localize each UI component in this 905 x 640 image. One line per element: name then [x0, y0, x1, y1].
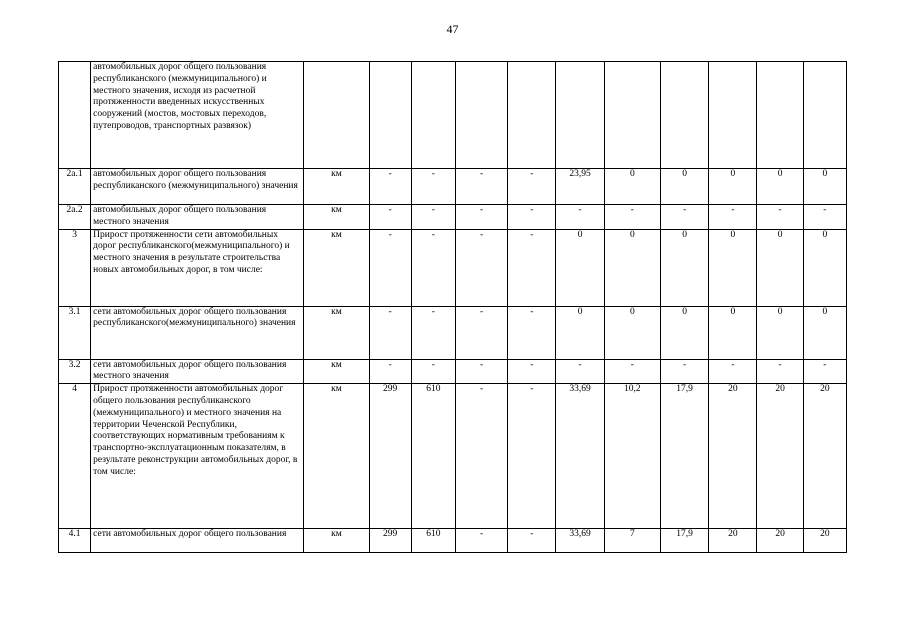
value-cell: -: [757, 205, 803, 230]
indicator-name-cell: автомобильных дорог общего пользования местного значения: [91, 205, 304, 230]
value-cell: -: [709, 205, 757, 230]
value-cell: 10,2: [604, 384, 660, 529]
page-number: 47: [446, 22, 459, 36]
value-cell: 0: [803, 229, 846, 306]
row-number-cell: 2а.2: [59, 205, 91, 230]
value-cell: -: [757, 359, 803, 384]
row-number-cell: 3: [59, 229, 91, 306]
value-cell: 33,69: [556, 384, 604, 529]
row-number-cell: 3.2: [59, 359, 91, 384]
value-cell: 23,95: [556, 169, 604, 205]
value-cell: -: [660, 205, 708, 230]
value-cell: [455, 62, 507, 169]
indicator-name-cell: сети автомобильных дорог общего пользования: [91, 529, 304, 553]
value-cell: -: [411, 229, 455, 306]
value-cell: [556, 62, 604, 169]
value-cell: -: [455, 306, 507, 359]
unit-cell: км: [304, 205, 369, 230]
value-cell: 20: [757, 529, 803, 553]
value-cell: -: [455, 205, 507, 230]
value-cell: -: [709, 359, 757, 384]
value-cell: 0: [660, 229, 708, 306]
value-cell: 0: [709, 306, 757, 359]
value-cell: 17,9: [660, 384, 708, 529]
value-cell: -: [455, 169, 507, 205]
value-cell: [660, 62, 708, 169]
value-cell: -: [411, 306, 455, 359]
value-cell: 0: [660, 169, 708, 205]
value-cell: 20: [803, 529, 846, 553]
indicator-name-cell: сети автомобильных дорог общего пользования республиканского(межмуниципального) значения: [91, 306, 304, 359]
value-cell: 299: [369, 384, 411, 529]
indicator-name-cell: автомобильных дорог общего пользования республиканского (межмуниципального) значения: [91, 169, 304, 205]
value-cell: -: [508, 529, 556, 553]
value-cell: -: [556, 205, 604, 230]
value-cell: -: [411, 205, 455, 230]
unit-cell: км: [304, 306, 369, 359]
value-cell: 20: [757, 384, 803, 529]
value-cell: [709, 62, 757, 169]
indicator-name-cell: автомобильных дорог общего пользования республиканского (межмуниципального) и местного значения, исходя из расчетной протяженности введенных искусственных сооружений (мостов, мостовых переходов, путепроводов, транспортных развязок): [91, 62, 304, 169]
unit-cell: [304, 62, 369, 169]
unit-cell: км: [304, 229, 369, 306]
value-cell: -: [455, 384, 507, 529]
value-cell: 0: [757, 229, 803, 306]
table-row: [59, 384, 847, 529]
value-cell: 20: [709, 529, 757, 553]
value-cell: -: [660, 359, 708, 384]
value-cell: -: [369, 205, 411, 230]
table-body: [59, 62, 847, 553]
indicator-name-cell: сети автомобильных дорог общего пользования местного значения: [91, 359, 304, 384]
indicator-name-cell: Прирост протяженности сети автомобильных дорог республиканского(межмуниципального) и местного значения в результате строительства новых автомобильных дорог, в том числе:: [91, 229, 304, 306]
table-row: [59, 62, 847, 169]
value-cell: -: [803, 205, 846, 230]
value-cell: 17,9: [660, 529, 708, 553]
value-cell: [508, 62, 556, 169]
value-cell: [803, 62, 846, 169]
table-row: [59, 529, 847, 553]
table-row: [59, 229, 847, 306]
row-number-cell: 3.1: [59, 306, 91, 359]
table-row: [59, 205, 847, 230]
indicator-name-cell: Прирост протяженности автомобильных дорог общего пользования республиканского (межмуниципального) и местного значения на территории Чеченской Республики, соответствующих нормативным требованиям к транспортно-эксплуатационным показателям, в результате реконструкции автомобильных дорог, в том числе:: [91, 384, 304, 529]
value-cell: 0: [709, 229, 757, 306]
value-cell: 7: [604, 529, 660, 553]
unit-cell: км: [304, 529, 369, 553]
value-cell: [411, 62, 455, 169]
value-cell: 0: [757, 169, 803, 205]
value-cell: 0: [803, 169, 846, 205]
row-number-cell: [59, 62, 91, 169]
value-cell: 0: [604, 169, 660, 205]
value-cell: -: [604, 205, 660, 230]
unit-cell: км: [304, 359, 369, 384]
value-cell: 0: [604, 306, 660, 359]
value-cell: -: [508, 306, 556, 359]
value-cell: [604, 62, 660, 169]
row-number-cell: 4.1: [59, 529, 91, 553]
value-cell: 0: [660, 306, 708, 359]
value-cell: 0: [556, 229, 604, 306]
value-cell: -: [411, 169, 455, 205]
unit-cell: км: [304, 384, 369, 529]
unit-cell: км: [304, 169, 369, 205]
row-number-cell: 2а.1: [59, 169, 91, 205]
value-cell: -: [508, 169, 556, 205]
table-row: [59, 169, 847, 205]
value-cell: -: [411, 359, 455, 384]
value-cell: -: [508, 229, 556, 306]
value-cell: -: [369, 359, 411, 384]
value-cell: -: [508, 359, 556, 384]
value-cell: -: [369, 229, 411, 306]
value-cell: -: [455, 229, 507, 306]
value-cell: -: [455, 529, 507, 553]
value-cell: -: [556, 359, 604, 384]
value-cell: 0: [709, 169, 757, 205]
value-cell: -: [369, 306, 411, 359]
value-cell: -: [369, 169, 411, 205]
value-cell: 610: [411, 384, 455, 529]
value-cell: [757, 62, 803, 169]
value-cell: -: [604, 359, 660, 384]
value-cell: -: [508, 205, 556, 230]
table-row: [59, 306, 847, 359]
value-cell: 610: [411, 529, 455, 553]
value-cell: -: [455, 359, 507, 384]
table-row: [59, 359, 847, 384]
value-cell: -: [803, 359, 846, 384]
row-number-cell: 4: [59, 384, 91, 529]
value-cell: 33,69: [556, 529, 604, 553]
value-cell: 0: [604, 229, 660, 306]
value-cell: 0: [556, 306, 604, 359]
value-cell: 20: [803, 384, 846, 529]
value-cell: 0: [757, 306, 803, 359]
value-cell: 20: [709, 384, 757, 529]
value-cell: 0: [803, 306, 846, 359]
value-cell: [369, 62, 411, 169]
value-cell: -: [508, 384, 556, 529]
indicators-table: [58, 61, 847, 553]
value-cell: 299: [369, 529, 411, 553]
